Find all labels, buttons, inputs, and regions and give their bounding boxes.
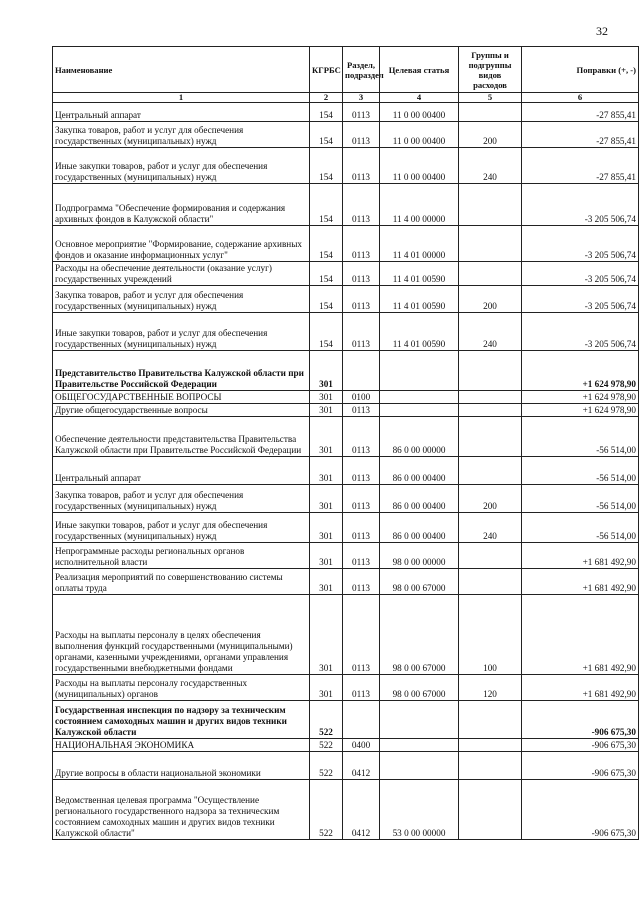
cell-expense-type: 200 [459, 286, 522, 313]
cell-kgrbs: 154 [310, 262, 343, 286]
cell-kgrbs: 301 [310, 569, 343, 595]
cell-razdel: 0113 [343, 457, 380, 485]
cell-expense-type [459, 739, 522, 752]
cell-target-article: 11 4 01 00000 [380, 226, 459, 262]
cell-amendment: +1 681 492,90 [522, 543, 639, 569]
cell-razdel: 0113 [343, 148, 380, 184]
page-number: 32 [596, 24, 608, 38]
cell-kgrbs: 301 [310, 351, 343, 391]
cell-name: Другие общегосударственные вопросы [53, 404, 310, 417]
table-row [53, 184, 639, 226]
cell-razdel [343, 351, 380, 391]
cell-target-article [380, 701, 459, 739]
cell-name: Закупка товаров, работ и услуг для обеспечения государственных (муниципальных) нужд [53, 122, 310, 148]
table-row [53, 780, 639, 840]
cell-amendment: -27 855,41 [522, 148, 639, 184]
cell-razdel: 0113 [343, 543, 380, 569]
cell-target-article: 11 4 01 00590 [380, 286, 459, 313]
cell-kgrbs: 154 [310, 122, 343, 148]
column-number: 5 [459, 93, 522, 103]
cell-amendment: -906 675,30 [522, 752, 639, 780]
table-row [53, 457, 639, 485]
header-name: Наименование [53, 47, 310, 93]
cell-razdel: 0100 [343, 391, 380, 404]
table-body [53, 103, 639, 840]
cell-expense-type [459, 543, 522, 569]
cell-name: Непрограммные расходы региональных органов исполнительной власти [53, 543, 310, 569]
cell-razdel: 0113 [343, 513, 380, 543]
cell-name: Расходы на выплаты персоналу государственных (муниципальных) органов [53, 675, 310, 701]
cell-amendment: -3 205 506,74 [522, 286, 639, 313]
cell-amendment: -3 205 506,74 [522, 313, 639, 351]
cell-name: Расходы на обеспечение деятельности (оказание услуг) государственных учреждений [53, 262, 310, 286]
cell-target-article: 11 4 01 00590 [380, 313, 459, 351]
column-number: 6 [522, 93, 639, 103]
cell-target-article [380, 351, 459, 391]
cell-razdel: 0113 [343, 675, 380, 701]
cell-target-article [380, 752, 459, 780]
cell-razdel: 0113 [343, 485, 380, 513]
table-row [53, 286, 639, 313]
cell-target-article: 11 0 00 00400 [380, 103, 459, 122]
cell-kgrbs: 154 [310, 226, 343, 262]
cell-amendment: -56 514,00 [522, 457, 639, 485]
cell-target-article: 98 0 00 67000 [380, 569, 459, 595]
cell-amendment: +1 624 978,90 [522, 351, 639, 391]
cell-razdel: 0113 [343, 595, 380, 675]
budget-amendments-table [52, 46, 639, 840]
cell-amendment: +1 681 492,90 [522, 569, 639, 595]
cell-expense-type [459, 780, 522, 840]
cell-kgrbs: 522 [310, 701, 343, 739]
cell-name: Основное мероприятие "Формирование, содержание архивных фондов и оказание информационных услуг" [53, 226, 310, 262]
cell-expense-type [459, 103, 522, 122]
table-row [53, 262, 639, 286]
cell-target-article: 53 0 00 00000 [380, 780, 459, 840]
cell-name: Центральный аппарат [53, 457, 310, 485]
cell-name: Закупка товаров, работ и услуг для обеспечения государственных (муниципальных) нужд [53, 485, 310, 513]
cell-kgrbs: 522 [310, 780, 343, 840]
cell-expense-type [459, 184, 522, 226]
table-header-row [53, 47, 639, 93]
cell-razdel: 0113 [343, 184, 380, 226]
cell-name: Центральный аппарат [53, 103, 310, 122]
cell-expense-type [459, 391, 522, 404]
cell-name: НАЦИОНАЛЬНАЯ ЭКОНОМИКА [53, 739, 310, 752]
table-row [53, 313, 639, 351]
cell-razdel: 0400 [343, 739, 380, 752]
cell-expense-type [459, 457, 522, 485]
cell-amendment: -3 205 506,74 [522, 184, 639, 226]
column-number: 3 [343, 93, 380, 103]
cell-name: ОБЩЕГОСУДАРСТВЕННЫЕ ВОПРОСЫ [53, 391, 310, 404]
cell-expense-type [459, 701, 522, 739]
cell-razdel: 0113 [343, 103, 380, 122]
cell-razdel: 0113 [343, 122, 380, 148]
table-row [53, 701, 639, 739]
column-number: 2 [310, 93, 343, 103]
table-row [53, 513, 639, 543]
cell-name: Представительство Правительства Калужской области при Правительстве Российской Федерации [53, 351, 310, 391]
cell-kgrbs: 154 [310, 313, 343, 351]
cell-expense-type: 100 [459, 595, 522, 675]
table-row [53, 226, 639, 262]
table-row [53, 148, 639, 184]
cell-expense-type: 240 [459, 513, 522, 543]
cell-amendment: -56 514,00 [522, 417, 639, 457]
cell-target-article: 98 0 00 67000 [380, 595, 459, 675]
cell-razdel: 0113 [343, 262, 380, 286]
cell-name: Ведомственная целевая программа "Осуществление регионального государственного надзора за техническим состоянием самоходных машин и других видов техники Калужской области" [53, 780, 310, 840]
cell-amendment: -3 205 506,74 [522, 262, 639, 286]
cell-name: Иные закупки товаров, работ и услуг для обеспечения государственных (муниципальных) нужд [53, 513, 310, 543]
cell-razdel: 0113 [343, 286, 380, 313]
cell-target-article [380, 739, 459, 752]
header-razdel: Раздел, подраздел [343, 47, 380, 93]
cell-amendment: -56 514,00 [522, 485, 639, 513]
cell-kgrbs: 301 [310, 595, 343, 675]
cell-kgrbs: 301 [310, 543, 343, 569]
cell-expense-type: 200 [459, 122, 522, 148]
cell-amendment: -56 514,00 [522, 513, 639, 543]
cell-razdel: 0412 [343, 752, 380, 780]
cell-amendment: -27 855,41 [522, 103, 639, 122]
cell-kgrbs: 301 [310, 513, 343, 543]
cell-razdel: 0113 [343, 226, 380, 262]
cell-expense-type: 120 [459, 675, 522, 701]
cell-kgrbs: 301 [310, 675, 343, 701]
table-row [53, 351, 639, 391]
table-row [53, 417, 639, 457]
cell-razdel: 0412 [343, 780, 380, 840]
cell-kgrbs: 301 [310, 391, 343, 404]
cell-expense-type [459, 351, 522, 391]
cell-name: Другие вопросы в области национальной экономики [53, 752, 310, 780]
table-row [53, 103, 639, 122]
cell-amendment: +1 681 492,90 [522, 595, 639, 675]
cell-target-article: 98 0 00 67000 [380, 675, 459, 701]
cell-expense-type [459, 417, 522, 457]
cell-razdel: 0113 [343, 569, 380, 595]
cell-expense-type [459, 226, 522, 262]
cell-target-article: 11 0 00 00400 [380, 122, 459, 148]
cell-name: Иные закупки товаров, работ и услуг для обеспечения государственных (муниципальных) нужд [53, 148, 310, 184]
cell-kgrbs: 301 [310, 417, 343, 457]
cell-kgrbs: 522 [310, 752, 343, 780]
header-target-article: Целевая статья [380, 47, 459, 93]
table-row [53, 739, 639, 752]
cell-target-article: 11 4 00 00000 [380, 184, 459, 226]
cell-expense-type [459, 752, 522, 780]
header-expense-types: Группы и подгруппы видов расходов [459, 47, 522, 93]
table-row [53, 543, 639, 569]
cell-target-article: 98 0 00 00000 [380, 543, 459, 569]
header-kgrbs: КГРБС [310, 47, 343, 93]
cell-name: Иные закупки товаров, работ и услуг для обеспечения государственных (муниципальных) нужд [53, 313, 310, 351]
cell-amendment: +1 624 978,90 [522, 404, 639, 417]
cell-kgrbs: 301 [310, 404, 343, 417]
cell-expense-type [459, 569, 522, 595]
cell-expense-type: 240 [459, 148, 522, 184]
header-amendments: Поправки (+, -) [522, 47, 639, 93]
cell-name: Закупка товаров, работ и услуг для обеспечения государственных (муниципальных) нужд [53, 286, 310, 313]
cell-amendment: -906 675,30 [522, 780, 639, 840]
cell-razdel: 0113 [343, 313, 380, 351]
table-row [53, 569, 639, 595]
cell-target-article: 86 0 00 00400 [380, 457, 459, 485]
cell-name: Обеспечение деятельности представительства Правительства Калужской области при Правительстве Российской Федерации [53, 417, 310, 457]
cell-expense-type: 240 [459, 313, 522, 351]
cell-kgrbs: 154 [310, 184, 343, 226]
cell-target-article [380, 404, 459, 417]
cell-name: Расходы на выплаты персоналу в целях обеспечения выполнения функций государственными (муниципальными) органами, казенными учреждениями, органами управления государственными внебюджетными фондами [53, 595, 310, 675]
cell-kgrbs: 154 [310, 103, 343, 122]
table-row [53, 391, 639, 404]
cell-amendment: -3 205 506,74 [522, 226, 639, 262]
cell-amendment: -906 675,30 [522, 701, 639, 739]
cell-target-article: 86 0 00 00400 [380, 485, 459, 513]
table-row [53, 675, 639, 701]
cell-amendment: -27 855,41 [522, 122, 639, 148]
cell-kgrbs: 154 [310, 148, 343, 184]
cell-name: Государственная инспекция по надзору за техническим состоянием самоходных машин и других видов техники Калужской области [53, 701, 310, 739]
cell-expense-type [459, 404, 522, 417]
cell-kgrbs: 301 [310, 457, 343, 485]
cell-kgrbs: 154 [310, 286, 343, 313]
table-row [53, 404, 639, 417]
cell-name: Реализация мероприятий по совершенствованию системы оплаты труда [53, 569, 310, 595]
cell-kgrbs: 522 [310, 739, 343, 752]
table-row [53, 122, 639, 148]
cell-amendment: +1 624 978,90 [522, 391, 639, 404]
table-row [53, 485, 639, 513]
cell-target-article: 86 0 00 00400 [380, 513, 459, 543]
cell-amendment: +1 681 492,90 [522, 675, 639, 701]
cell-target-article: 86 0 00 00000 [380, 417, 459, 457]
column-number: 4 [380, 93, 459, 103]
cell-razdel: 0113 [343, 404, 380, 417]
cell-target-article: 11 0 00 00400 [380, 148, 459, 184]
cell-name: Подпрограмма "Обеспечение формирования и содержания архивных фондов в Калужской области" [53, 184, 310, 226]
cell-razdel: 0113 [343, 417, 380, 457]
cell-target-article: 11 4 01 00590 [380, 262, 459, 286]
cell-amendment: -906 675,30 [522, 739, 639, 752]
cell-expense-type [459, 262, 522, 286]
table-row [53, 595, 639, 675]
cell-target-article [380, 391, 459, 404]
cell-razdel [343, 701, 380, 739]
cell-expense-type: 200 [459, 485, 522, 513]
column-number: 1 [53, 93, 310, 103]
column-numbers-row [53, 93, 639, 103]
table-row [53, 752, 639, 780]
cell-kgrbs: 301 [310, 485, 343, 513]
